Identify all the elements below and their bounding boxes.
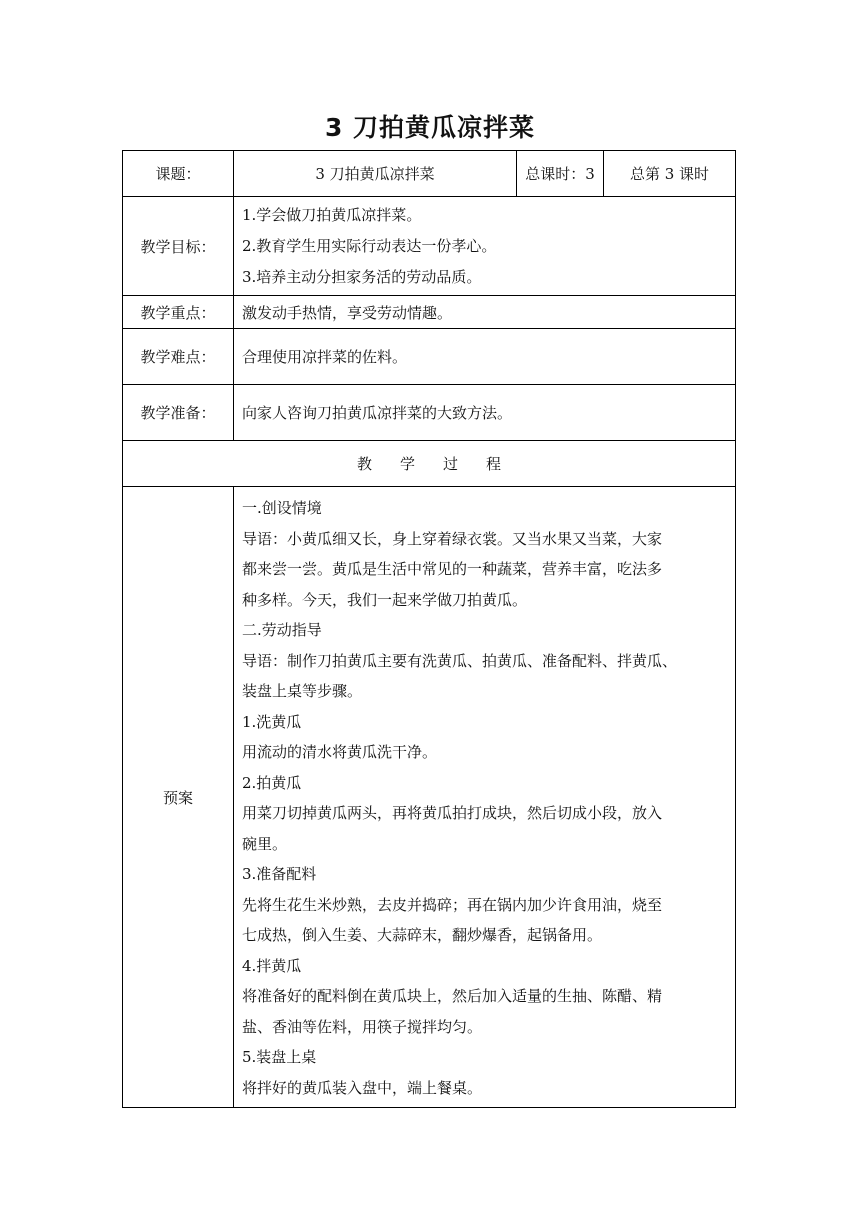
plan-section-heading: 一.创设情境 <box>242 499 322 517</box>
plan-line: 碗里。 <box>242 834 288 853</box>
document-title: 3 刀拍黄瓜凉拌菜 <box>324 113 536 142</box>
lesson-plan-table <box>122 150 736 1108</box>
topic-value: 3 刀拍黄瓜凉拌菜 <box>234 151 517 197</box>
goal-item: 2.教育学生用实际行动表达一份孝心。 <box>242 236 497 255</box>
key-point-label: 教学重点： <box>123 296 234 329</box>
total-hours: 总课时：3 <box>517 151 604 197</box>
plan-line: 装盘上桌等步骤。 <box>242 682 363 700</box>
plan-line: 盐、香油等佐料，用筷子搅拌均匀。 <box>242 1017 483 1036</box>
plan-line: 导语：制作刀拍黄瓜主要有洗黄瓜、拍黄瓜、准备配料、拌黄瓜、 <box>242 651 678 670</box>
topic-label: 课题： <box>123 151 234 197</box>
difficulty-label: 教学难点： <box>123 329 234 385</box>
process-heading-row <box>123 441 736 487</box>
plan-step-heading: 3.准备配料 <box>242 865 317 883</box>
plan-line: 七成热，倒入生姜、大蒜碎末，翻炒爆香，起锅备用。 <box>242 926 603 944</box>
plan-line: 将拌好的黄瓜装入盘中，端上餐桌。 <box>242 1078 483 1097</box>
preparation-label: 教学准备： <box>123 385 234 441</box>
plan-step-heading: 1.洗黄瓜 <box>242 712 302 731</box>
process-heading: 教学过程 <box>123 441 736 487</box>
plan-content <box>234 487 736 1108</box>
plan-line: 将准备好的配料倒在黄瓜块上，然后加入适量的生抽、陈醋、精 <box>242 987 663 1005</box>
goals-label: 教学目标： <box>123 197 234 296</box>
difficulty-row <box>123 329 736 385</box>
key-point-text: 激发动手热情，享受劳动情趣。 <box>234 296 736 329</box>
goals-row <box>123 197 736 296</box>
plan-step-heading: 2.拍黄瓜 <box>242 773 302 792</box>
goals-list <box>234 197 736 296</box>
goal-item: 1.学会做刀拍黄瓜凉拌菜。 <box>242 205 422 224</box>
plan-step-heading: 4.拌黄瓜 <box>242 956 302 975</box>
topic-row <box>123 151 736 197</box>
key-point-row <box>123 296 736 329</box>
plan-step-heading: 5.装盘上桌 <box>242 1048 317 1066</box>
preparation-row <box>123 385 736 441</box>
lesson-number: 总第 3 课时 <box>604 151 736 197</box>
plan-label: 预案 <box>123 487 234 1108</box>
plan-section-heading: 二.劳动指导 <box>242 621 322 639</box>
preparation-text: 向家人咨询刀拍黄瓜凉拌菜的大致方法。 <box>234 385 736 441</box>
plan-line: 种多样。今天，我们一起来学做刀拍黄瓜。 <box>242 590 528 609</box>
goal-item: 3.培养主动分担家务活的劳动品质。 <box>242 267 482 286</box>
plan-line: 用菜刀切掉黄瓜两头，再将黄瓜拍打成块，然后切成小段，放入 <box>242 804 663 822</box>
plan-line: 导语：小黄瓜细又长，身上穿着绿衣裳。又当水果又当菜，大家 <box>242 529 663 548</box>
plan-row <box>123 487 736 1108</box>
difficulty-text: 合理使用凉拌菜的佐料。 <box>234 329 736 385</box>
plan-line: 用流动的清水将黄瓜洗干净。 <box>242 743 438 761</box>
plan-line: 先将生花生米炒熟，去皮并捣碎；再在锅内加少许食用油，烧至 <box>242 895 663 914</box>
plan-line: 都来尝一尝。黄瓜是生活中常见的一种蔬菜，营养丰富，吃法多 <box>242 560 663 578</box>
